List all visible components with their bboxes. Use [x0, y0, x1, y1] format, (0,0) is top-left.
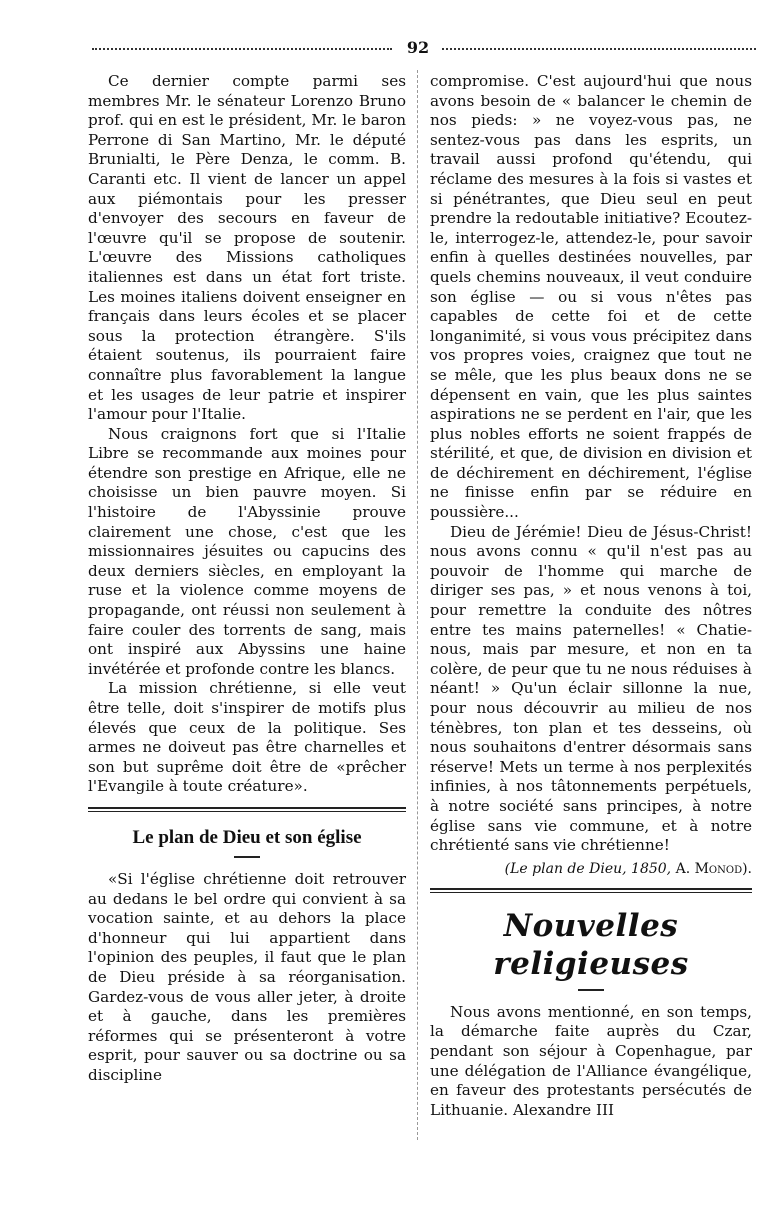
citation-title: (Le plan de Dieu, — [504, 860, 627, 877]
left-paragraph-3: La mission chrétienne, si elle veut être telle, doit s'inspirer de motifs plus élevés que ceux de la politique. Ses armes ne doiveut pas être charnelles et son but suprême doit être de «prêcher l'Evangile à toute créature». — [88, 679, 406, 796]
left-paragraph-4: «Si l'église chrétienne doit retrouver au dedans le bel ordre qui convient à sa vocation sainte, et au dehors la place d'honneur qui lui appartient dans l'opinion des peuples, il faut que le plan de Dieu préside à sa réorganisation. Gardez-vous de vous aller jeter, à droite et à gauche, dans les premières réformes qui se présenteront à votre esprit, pour sauver ou sa doctrine ou sa discipline — [88, 869, 406, 1084]
right-paragraph-2: Dieu de Jérémie! Dieu de Jésus-Christ! nous avons connu « qu'il n'est pas au pouvoir de l'homme qui marche de diriger ses pas, » et nous venons à toi, pour remettre la conduite des nôtres entre tes mains paternelles! « Chatie-nous, mais par mesure, et non en ta colère, de peur que tu ne nous réduises à néant! » Qu'un éclair sillonne la nue, pour nous découvrir au milieu de nos ténèbres, ton plan et tes desseins, où nous souhaitons d'entrer désormais sans réserve! Mets un terme à nos perplexités infinies, à nos tâtonnements perpétuels, à notre société sans principes, à notre église sans vie commune, et à notre chrétienté sans vie chrétienne! — [430, 522, 752, 855]
news-section-title: Nouvelles religieuses — [493, 907, 689, 982]
citation — [430, 860, 752, 878]
left-paragraph-2: Nous craignons fort que si l'Italie Libre se recommande aux moines pour étendre son prestige en Afrique, elle ne choisisse un bien pauvre moyen. Si l'histoire de l'Abyssinie prouve clairement une chose, c'est que les missionnaires jésuites ou capucins des deux derniers siècles, en employant la ruse et la violence comme moyens de propagande, ont réussi non seulement à faire couler des torrents de sang, mais ont inspiré aux Abyssins une haine invétérée et profonde contre les blancs. — [88, 424, 406, 678]
right-column — [430, 72, 752, 1120]
page-header — [92, 40, 756, 56]
title-underline — [234, 856, 260, 858]
right-paragraph-3: Nous avons mentionné, en son temps, la démarche faite auprès du Czar, pendant son séjour à Copenhague, par une délégation de l'Alliance évangélique, en faveur des protestants persécutés de Lithuanie. Alexandre III — [430, 1002, 752, 1119]
page-number: 92 — [406, 38, 430, 57]
header-ornament-right — [442, 48, 756, 50]
section-separator — [88, 807, 406, 812]
left-paragraph-1: Ce dernier compte parmi ses membres Mr. le sénateur Lorenzo Bruno prof. qui en est le président, Mr. le baron Perrone di San Martino, Mr. le député Brunialti, le Père Denza, le comm. B. Caranti etc. Il vient de lancer un appel aux piémontais pour les presser d'envoyer des secours en faveur de l'œuvre qu'il se propose de soutenir. L'œuvre des Missions catholiques italiennes est dans un état fort triste. Les moines italiens doivent enseigner en français dans leurs écoles et se placer sous la protection étrangère. S'ils étaient soutenus, ils pourraient faire connaître plus favorablement la langue et les usages de leur patrie et inspirer l'amour pour l'Italie. — [88, 72, 406, 424]
left-column — [88, 72, 406, 1086]
citation-year: 1850, — [631, 860, 672, 877]
header-ornament-left — [92, 48, 392, 50]
news-title-underline — [578, 989, 604, 991]
section-title: Le plan de Dieu et son église — [132, 826, 362, 848]
column-divider — [417, 70, 418, 1140]
section-separator-right — [430, 888, 752, 893]
citation-author: A. Monod). — [675, 860, 752, 877]
right-paragraph-1: compromise. C'est aujourd'hui que nous avons besoin de « balancer le chemin de nos pieds: » ne voyez-vous pas, ne sentez-vous pas dans les esprits, un travail aussi profond qu'étendu, qui réclame des mesures à la fois si vastes et si pénétrantes, que Dieu seul en peut prendre la redoutable initiative? Ecoutez-le, interrogez-le, attendez-le, pour savoir enfin à quelles destinées nouvelles, par quels chemins nouveaux, il veut conduire son église — ou si vous n'êtes pas capables de cette foi et de cette longanimité, si vous vous précipitez dans vos propres voies, craignez que tout ne se mêle, que les plus beaux dons ne se dépensent en vain, que les plus saintes aspirations ne se perdent en l'air, que les plus nobles efforts ne soient frappés de stérilité, et que, de division en division et de déchirement en déchirement, l'église ne finisse enfin par se réduire en poussière... — [430, 72, 752, 522]
